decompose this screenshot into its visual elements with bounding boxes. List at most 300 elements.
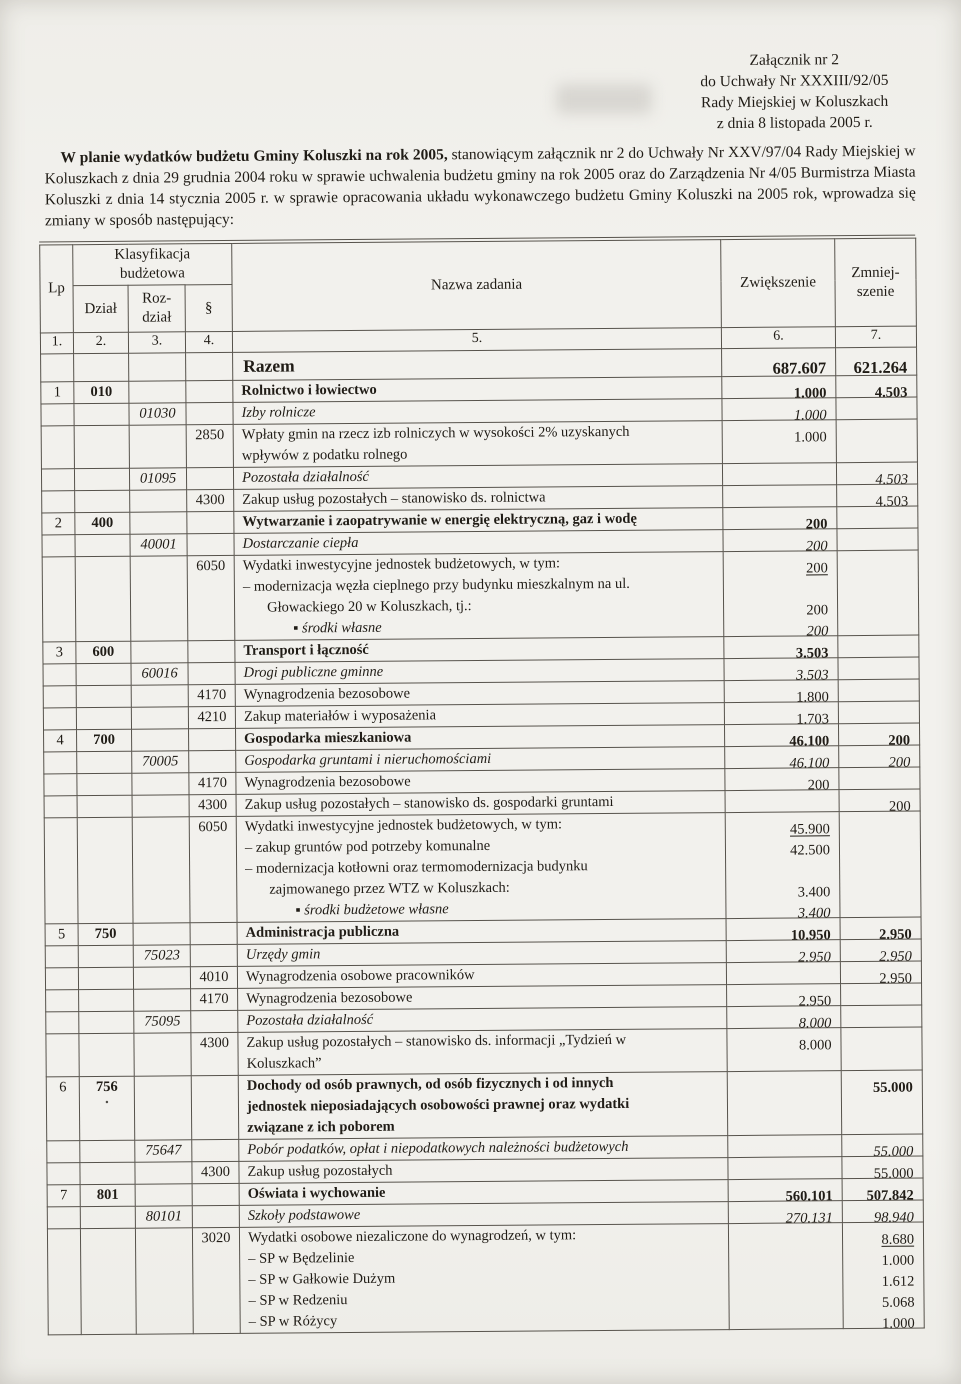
rozdzial-cell [130, 512, 187, 534]
value-line [838, 600, 918, 622]
value-line: 55.000 [873, 1143, 914, 1160]
lp-cell [44, 752, 77, 774]
task-line: – SP w Gałkowie Dużym [248, 1270, 396, 1288]
column-number: 5. [232, 328, 721, 353]
table-row [47, 1222, 924, 1335]
task-line: Drogi publiczne gminne [243, 663, 384, 681]
value-line: 2.950 [879, 970, 913, 987]
dzial-cell [78, 967, 133, 989]
value-line: 42.500 [790, 842, 831, 859]
value-line: 200 [805, 516, 828, 533]
task-name-cell [234, 552, 724, 641]
task-line: Zakup materiałów i wyposażenia [243, 707, 437, 725]
value-line [726, 797, 839, 819]
value-line: 1.000 [793, 407, 827, 424]
table-row [44, 811, 921, 924]
dzial-cell [74, 425, 129, 468]
value-line [837, 514, 917, 536]
paragraf-cell [186, 402, 233, 424]
task-line: Pozostała działalność [246, 1011, 374, 1029]
paragraf-cell [186, 352, 233, 380]
task-line: Zakup usług pozostałych – stanowisko ds. informacji „Tydzień w [246, 1031, 627, 1051]
value-line [723, 492, 836, 514]
dzial-cell [74, 353, 129, 381]
task-line: Wynagrodzenia bezosobowe [243, 685, 411, 703]
task-line: Wydatki inwestycyjne jednostek budżetowych, w tym: [244, 816, 563, 835]
table-row [41, 347, 917, 382]
task-line: związane z ich poborem [247, 1118, 395, 1136]
dzial-cell [75, 534, 130, 556]
lp-cell [41, 404, 74, 426]
header-zwiekszenie: Zwiększenie [721, 239, 836, 328]
value-line [841, 991, 921, 1013]
dzial-cell [79, 1011, 134, 1033]
dzial-cell [76, 685, 131, 707]
task-line: – SP w Redzeniu [248, 1292, 348, 1309]
value-line: 45.900 [789, 821, 830, 838]
value-line [840, 819, 920, 841]
rozdzial-cell: 40001 [130, 534, 187, 556]
lp-cell: 3 [43, 642, 76, 664]
rozdzial-cell [132, 773, 189, 795]
decrease-cell [842, 1222, 924, 1332]
rozdzial-cell: 70005 [132, 751, 189, 773]
paragraf-cell [190, 922, 237, 944]
rozdzial-cell: 75023 [133, 945, 190, 967]
value-line: 200 [805, 560, 828, 577]
paragraf-cell: 6050 [189, 816, 237, 922]
paragraf-cell: 6050 [187, 555, 235, 640]
task-line: jednostek nieposiadających osobowości prawnej oraz wydatki [246, 1095, 630, 1115]
task-line: Gospodarka gruntami i nieruchomościami [244, 750, 492, 769]
task-line: – SP w Będzelinie [248, 1250, 355, 1267]
header-rozdzial: Roz- dział [128, 285, 185, 332]
rozdzial-cell [131, 685, 188, 707]
value-line: 200 [888, 732, 911, 749]
budget-table-header [40, 238, 917, 354]
column-number: 1. [40, 333, 73, 354]
rozdzial-cell [134, 1076, 192, 1140]
value-line: 55.000 [872, 1079, 913, 1096]
dzial-cell [75, 490, 130, 512]
value-line [726, 861, 839, 883]
value-line [838, 621, 918, 643]
lp-cell [45, 968, 78, 990]
lp-cell [44, 796, 77, 818]
value-line [723, 470, 836, 492]
value-line [837, 405, 917, 427]
lp-cell [47, 1163, 80, 1185]
column-number: 3. [128, 332, 185, 353]
task-line: Koluszkach” [246, 1055, 322, 1072]
dzial-cell [80, 1162, 135, 1184]
header-klasyfikacja: Klasyfikacja budżetowa [73, 243, 232, 285]
paragraf-cell: 4300 [189, 794, 236, 816]
value-line: 8.000 [798, 1015, 832, 1032]
paragraf-cell: 4300 [192, 1161, 239, 1183]
increase-cell [723, 551, 838, 640]
decrease-cell [837, 550, 919, 636]
budget-table-body [41, 347, 925, 1335]
paragraf-cell [187, 511, 234, 533]
column-number: 7. [835, 326, 916, 348]
increase-cell [722, 348, 836, 377]
paragraf-cell [192, 1205, 239, 1227]
value-line [842, 1120, 922, 1142]
task-line: Wpłaty gmin na rzecz izb rolniczych w wysokości 2% uzyskanych [241, 423, 630, 443]
dzial-cell: 700 [77, 729, 132, 751]
value-line: 560.101 [785, 1188, 833, 1205]
value-line [728, 1056, 841, 1078]
value-line [724, 579, 837, 601]
dzial-cell [79, 1033, 134, 1076]
task-line: Wynagrodzenia bezosobowe [246, 989, 413, 1007]
intro-lead: W planie wydatków budżetu Gminy Koluszki na rok 2005, [60, 146, 448, 167]
lp-cell [46, 1012, 79, 1034]
lp-cell [41, 354, 74, 382]
value-line: 200 [888, 798, 911, 815]
value-line: 687.607 [772, 358, 827, 378]
value-line: 3.400 [797, 884, 831, 901]
task-line: Pobór podatków, opłat i niepodatkowych należności budżetowych [247, 1138, 629, 1158]
paragraf-cell: 3020 [192, 1227, 240, 1333]
rozdzial-cell: 80101 [135, 1206, 192, 1228]
task-name-cell [239, 1224, 729, 1334]
task-line: – modernizacja kotłowni oraz termomodernizacja budynku [245, 858, 588, 877]
header-lp: Lp [40, 245, 74, 333]
paragraf-cell [192, 1183, 239, 1205]
value-line [837, 427, 917, 449]
task-line: Rolnictwo i łowiectwo [241, 381, 377, 399]
decrease-cell [841, 1070, 923, 1135]
task-line: Administracja publiczna [245, 923, 400, 941]
task-line: Wynagrodzenia bezosobowe [244, 773, 411, 791]
rozdzial-cell [133, 967, 190, 989]
dzial-cell [76, 707, 131, 729]
task-line: Transport i łączność [243, 641, 369, 659]
paragraf-cell [188, 640, 235, 662]
task-line: Urzędy gmin [245, 946, 321, 963]
dzial-cell [80, 1206, 135, 1228]
lp-cell: 2 [42, 513, 75, 535]
table-row [42, 550, 919, 642]
value-line [729, 1293, 842, 1315]
attachment-line: Rady Miejskiej w Koluszkach [700, 92, 889, 112]
value-line: 2.950 [878, 926, 912, 943]
task-line: Dochody od osób prawnych, od osób fizycznych i od innych [246, 1074, 614, 1094]
task-name-cell [238, 1029, 727, 1076]
value-line: 2.950 [879, 948, 912, 965]
rozdzial-cell [131, 641, 188, 663]
value-line: 200 [888, 754, 911, 771]
value-line: 5.068 [881, 1294, 915, 1311]
value-line [729, 1230, 842, 1252]
value-line: 1.703 [796, 711, 830, 728]
paragraf-cell [186, 467, 233, 489]
value-line: 2.950 [798, 949, 831, 966]
dzial-cell: 756 • [79, 1076, 135, 1140]
rozdzial-cell [135, 1162, 192, 1184]
increase-cell [727, 1071, 841, 1136]
task-name-cell [236, 813, 726, 923]
lp-cell [45, 946, 78, 968]
value-line [840, 861, 920, 883]
value-line: 3.503 [795, 645, 829, 662]
dzial-cell: 400 [75, 512, 130, 534]
rozdzial-cell [129, 381, 186, 403]
lp-cell [46, 990, 79, 1012]
task-line: Oświata i wychowanie [247, 1184, 386, 1202]
dzial-cell [74, 468, 129, 490]
attachment-line: do Uchwały Nr XXXIII/92/05 [700, 71, 889, 91]
lp-cell: 6 [46, 1077, 80, 1141]
attachment-line: Załącznik nr 2 [749, 51, 840, 69]
value-line [840, 882, 920, 904]
paragraf-cell [191, 1075, 239, 1139]
value-line: 507.842 [866, 1187, 914, 1204]
paragraf-cell: 4210 [188, 706, 235, 728]
lp-cell [42, 491, 75, 513]
dzial-cell [74, 403, 129, 425]
rozdzial-cell [132, 817, 190, 923]
intro-paragraph [44, 141, 916, 232]
lp-cell [44, 818, 78, 924]
value-line [840, 840, 920, 862]
paragraf-cell: 4170 [191, 988, 238, 1010]
rozdzial-cell [134, 989, 191, 1011]
dzial-cell [77, 817, 133, 923]
task-line: Głowackiego 20 w Koluszkach, tj.: [267, 598, 472, 616]
value-line: 2.950 [798, 993, 832, 1010]
rozdzial-cell [135, 1228, 193, 1334]
paragraf-cell [191, 1010, 238, 1032]
value-line: 1.000 [881, 1252, 915, 1269]
lp-cell [42, 535, 75, 557]
value-line: 4.503 [874, 384, 908, 401]
increase-cell [725, 812, 840, 922]
value-line [838, 536, 918, 558]
lp-cell [47, 1207, 80, 1229]
value-line: 55.000 [873, 1165, 914, 1182]
task-line: Zakup usług pozostałych [247, 1162, 393, 1180]
rozdzial-cell [129, 353, 186, 381]
column-number: 4. [185, 331, 232, 352]
value-line: 4.503 [875, 471, 909, 488]
value-line [837, 448, 917, 470]
dzial-cell [77, 773, 132, 795]
task-line: Razem [243, 355, 295, 376]
header-dzial: Dział [73, 285, 128, 332]
paragraf-cell [187, 533, 234, 555]
value-line: 1.612 [881, 1273, 915, 1290]
decrease-cell [836, 347, 917, 376]
paragraf-cell [188, 662, 235, 684]
lp-cell: 5 [45, 924, 78, 946]
column-number: 6. [721, 327, 835, 349]
dzial-cell: 801 [80, 1184, 135, 1206]
rozdzial-cell: 60016 [131, 663, 188, 685]
task-line: Dostarczanie ciepła [242, 534, 359, 552]
task-line: Szkoły podstawowe [247, 1206, 361, 1224]
value-line [839, 687, 919, 709]
table-row [46, 1070, 923, 1141]
rozdzial-cell: 75647 [135, 1140, 192, 1162]
value-line: 46.100 [789, 755, 830, 772]
lp-cell [47, 1229, 81, 1335]
lp-cell [44, 774, 77, 796]
lp-cell [43, 708, 76, 730]
task-line: – zakup gruntów pod potrzeby komunalne [244, 837, 491, 856]
rozdzial-cell [135, 1184, 192, 1206]
value-line: 1.000 [794, 429, 827, 446]
rozdzial-cell [131, 707, 188, 729]
lp-cell [46, 1034, 79, 1077]
header-zmniejszenie: Zmniej- szenie [835, 238, 917, 327]
header-paragraf: § [185, 284, 232, 331]
task-line: zajmowanego przez WTZ w Koluszkach: [269, 879, 510, 898]
value-line [728, 1142, 841, 1164]
rozdzial-cell [132, 729, 189, 751]
dzial-cell: 750 [78, 923, 133, 945]
value-line: 3.503 [795, 667, 829, 684]
value-line [842, 1056, 922, 1078]
dzial-cell [76, 663, 131, 685]
value-line: 10.950 [790, 927, 831, 944]
attachment-line: z dnia 8 listopada 2005 r. [716, 113, 873, 133]
value-line: 200 [806, 623, 829, 640]
task-line: Wydatki osobowe niezaliczone do wynagrodzeń, w tym: [247, 1227, 577, 1246]
value-line [839, 709, 919, 731]
value-line: 270.131 [785, 1210, 833, 1227]
paragraf-cell [190, 944, 237, 966]
value-line: 1.000 [793, 385, 827, 402]
lp-cell: 7 [47, 1185, 80, 1207]
budget-table [39, 238, 925, 1336]
value-line [723, 448, 836, 470]
paragraf-cell: 4170 [189, 772, 236, 794]
value-line [840, 903, 920, 925]
task-line: ▪ środki własne [293, 619, 382, 637]
value-line: 1.800 [796, 689, 829, 706]
task-line: Zakup usług pozostałych – stanowisko ds. rolnictwa [242, 489, 546, 508]
lp-cell [43, 664, 76, 686]
paragraf-cell [189, 728, 236, 750]
value-line [839, 775, 919, 797]
dzial-cell [79, 989, 134, 1011]
value-line [838, 558, 918, 580]
task-line: ▪ środki budżetowe własne [295, 901, 449, 919]
rozdzial-cell [129, 425, 186, 468]
value-line: 621.264 [853, 357, 908, 378]
value-line [841, 1035, 921, 1057]
increase-cell [728, 1223, 843, 1330]
task-line: Gospodarka mieszkaniowa [244, 729, 412, 747]
dzial-cell [75, 556, 131, 641]
lp-cell [47, 1141, 80, 1163]
task-line: wpływów z podatku rolnego [241, 446, 408, 464]
lp-cell: 4 [44, 730, 77, 752]
lp-cell [43, 686, 76, 708]
rozdzial-cell [132, 795, 189, 817]
value-line: 200 [807, 777, 830, 794]
value-line [842, 1099, 922, 1121]
dzial-cell [77, 751, 132, 773]
task-line: Wydatki inwestycyjne jednostek budżetowych, w tym: [242, 555, 561, 574]
value-line: 1.000 [882, 1315, 915, 1332]
paragraf-cell: 4170 [188, 684, 235, 706]
task-line: Pozostała działalność [242, 468, 370, 486]
task-line: Wytwarzanie i zaopatrywanie w energię elektryczną, gaz i wodę [242, 510, 637, 530]
value-line [729, 1272, 842, 1294]
task-line: Izby rolnicze [241, 404, 316, 421]
budget-table-wrap [39, 235, 924, 1336]
value-line [838, 579, 918, 601]
value-line [728, 1120, 841, 1142]
attachment-header [662, 48, 928, 134]
value-line [729, 1251, 842, 1273]
decrease-cell [839, 811, 921, 918]
task-line: Zakup usług pozostałych – stanowisko ds. gospodarki gruntami [244, 793, 614, 813]
lp-cell [42, 557, 76, 642]
value-line [728, 1164, 841, 1186]
task-name-cell [233, 421, 722, 468]
intro-body: stanowiącym załącznik nr 2 do Uchwały Nr XXV/97/04 Rady Miejskiej w Koluszkach z dnia 29 grudnia 2004 roku w sprawie uchwalenia budżetu gminy na rok 2005 oraz do Zarządzenia Nr 4/05 Burmistrza Miasta Koluszki z dnia 14 stycznia 2005 r. w sprawie opracowania układu wykonawczego budżetu Gminy Koluszki na 2005 rok, wprowadza się zmiany w sposób następujący: [44, 142, 916, 230]
paragraf-cell: 2850 [186, 424, 233, 467]
lp-cell [41, 469, 74, 491]
rozdzial-cell: 75095 [134, 1011, 191, 1033]
rozdzial-cell [130, 556, 188, 641]
value-line: 8.000 [798, 1037, 832, 1054]
dzial-cell: 010 [74, 381, 129, 403]
paragraf-cell: 4010 [190, 966, 237, 988]
value-line: 200 [806, 602, 829, 619]
dzial-cell [77, 795, 132, 817]
value-line [728, 1078, 841, 1100]
rozdzial-cell: 01095 [129, 468, 186, 490]
task-line: Wynagrodzenia osobowe pracowników [245, 967, 475, 985]
task-name-cell [233, 349, 722, 381]
task-name-cell [238, 1072, 727, 1140]
dzial-cell [78, 945, 133, 967]
value-line: 98.940 [873, 1209, 914, 1226]
value-line: 4.503 [875, 493, 909, 510]
header-nazwa-zadania: Nazwa zadania [232, 240, 722, 332]
stray-dot-artifact: • [105, 1096, 109, 1107]
task-line: – SP w Różycy [248, 1313, 338, 1330]
value-line [838, 643, 918, 665]
paragraf-cell: 4300 [187, 489, 234, 511]
dzial-cell [80, 1228, 136, 1334]
column-number: 2. [73, 332, 128, 353]
rozdzial-cell [133, 923, 190, 945]
paragraf-cell: 4300 [191, 1032, 238, 1075]
task-line: – modernizacja węzła cieplnego przy budynku mieszkalnym na ul. [242, 575, 630, 595]
value-line: 46.100 [789, 733, 830, 750]
paragraf-cell [192, 1139, 239, 1161]
paragraf-cell [186, 380, 233, 402]
paragraf-cell [189, 750, 236, 772]
rozdzial-cell [130, 490, 187, 512]
value-line [841, 1013, 921, 1035]
value-line [727, 969, 840, 991]
dzial-cell: 600 [76, 641, 131, 663]
lp-cell: 1 [41, 382, 74, 404]
value-line: 8.680 [881, 1231, 915, 1248]
value-line [839, 665, 919, 687]
value-line: 3.400 [797, 905, 831, 922]
dzial-cell [80, 1140, 135, 1162]
rozdzial-cell: 01030 [129, 403, 186, 425]
